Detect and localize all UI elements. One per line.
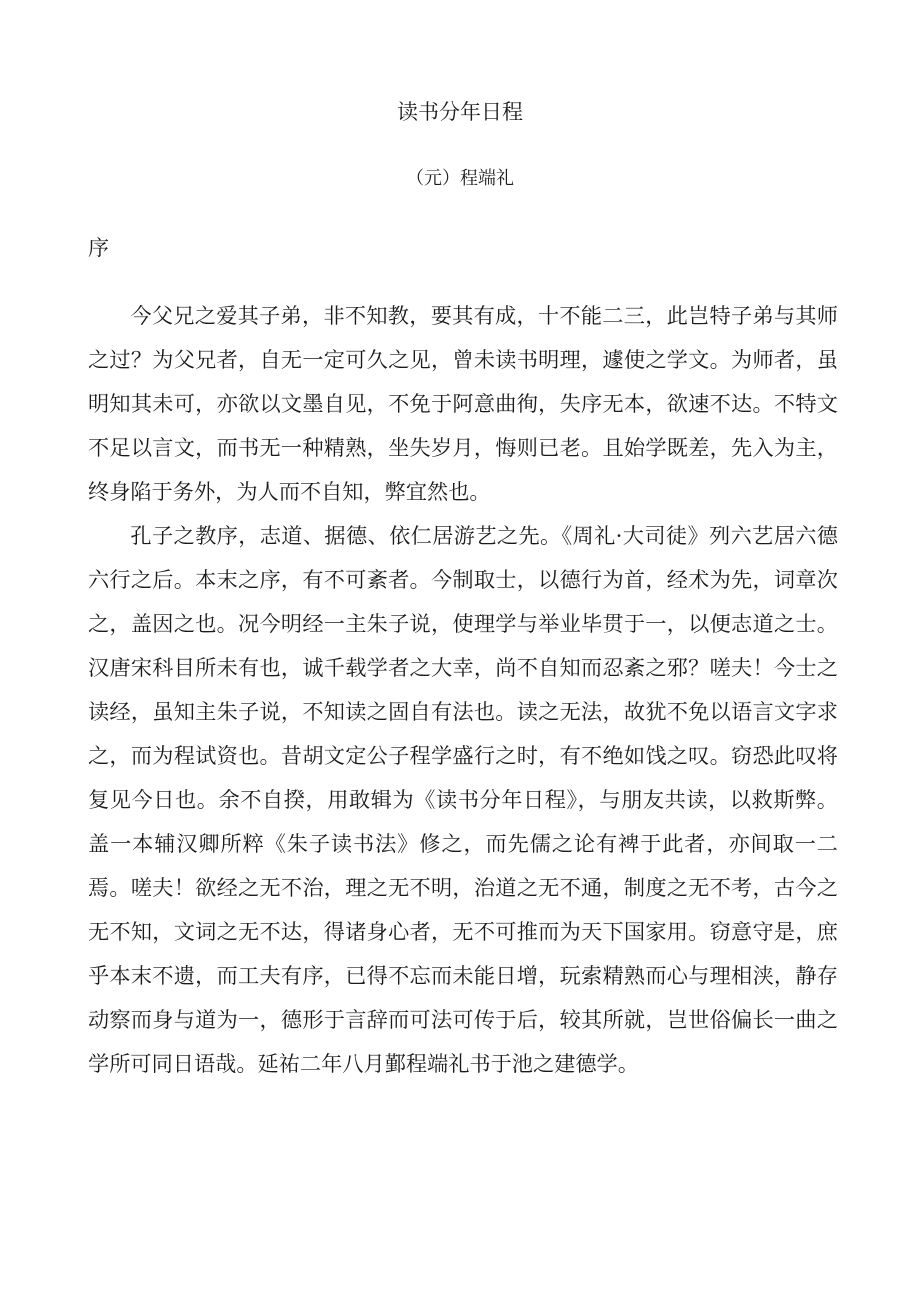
paragraph-text: 孔子之教序，志道、据德、依仁居游艺之先。《周礼·大司徒》列六艺居六德六行之后。本末之序，有不可紊者。今制取士，以德行为首，经术为先，词章次之，盖因之也。况今明经一主朱子说，使理学与举业毕贯于一，以便志道之士。汉唐宋科目所未有也，诚千载学者之大幸，尚不自知而忍紊之邪？嗟夫！今士之读经，虽知主朱子说，不知读之固自有法也。读之无法，故犹不免以语言文字求之，而为程试资也。昔胡文定公子程学盛行之时，有不绝如饯之叹。窃恐此叹将复见今日也。余不自揆，用敢辑为《读书分年日程》，与朋友共读，以救斯弊。盖一本辅汉卿所粹《朱子读书法》修之，而先儒之论有裨于此者，亦间取一二焉。嗟夫！欲经之无不治，理之无不明，治道之无不通，制度之无不考，古今之无不知，文词之无不达，得诸身心者，无不可推而为天下国家用。窃意守是，庶乎本末不遗，而工夫有序，已得不忘而未能日增，玩索精熟而心与理相浃，静存动察而身与道为一，德形于言辞而可法可传于后，较其所就，岂世俗偏长一曲之学所可同日语哉。延祐二年八月鄞程端礼书于池之建德学。 bbox=[88, 523, 838, 1076]
paragraph-text: 今父兄之爱其子弟，非不知教，要其有成，十不能二三，此岂特子弟与其师之过？为父兄者，自无一定可久之见，曾未读书明理，遽使之学文。为师者，虽明知其未可，亦欲以文墨自见，不免于阿意曲徇，失序无本，欲速不达。不特文不足以言文，而书无一种精熟，坐失岁月，悔则已老。且始学既差，先入为主，终身陷于务外，为人而不自知，弊宜然也。 bbox=[88, 303, 838, 504]
document-author: （元）程端礼 bbox=[406, 168, 514, 189]
section-heading: 序 bbox=[88, 236, 109, 260]
body-paragraph-2 bbox=[88, 514, 838, 1086]
body-paragraph-1 bbox=[88, 294, 838, 514]
document-title: 读书分年日程 bbox=[397, 100, 523, 124]
